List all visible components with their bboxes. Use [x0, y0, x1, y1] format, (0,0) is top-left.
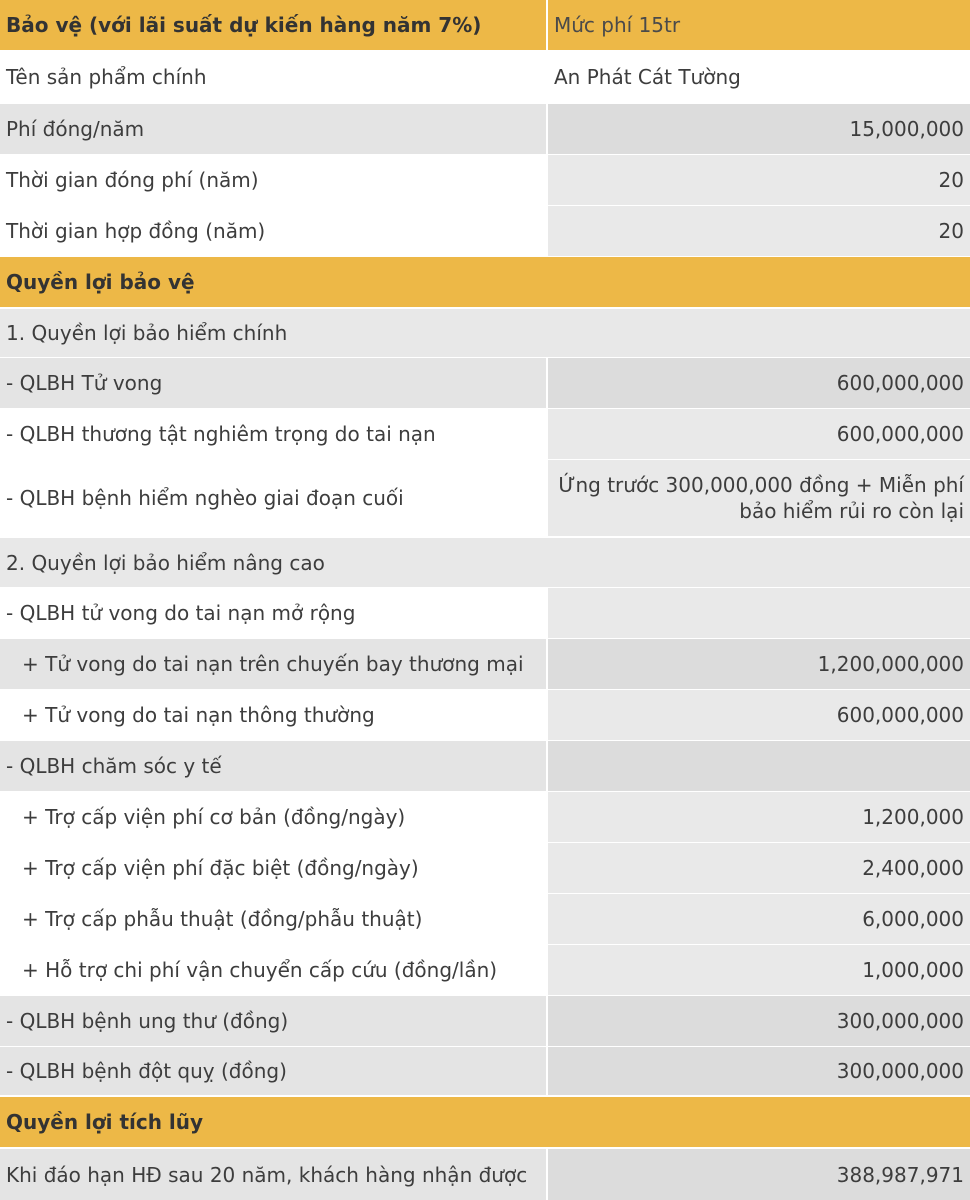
row-label: Khi đáo hạn HĐ sau 20 năm, khách hàng nhận được — [0, 1149, 546, 1200]
row-value: 20 — [548, 155, 970, 205]
table-header-row — [0, 0, 970, 50]
section-title: Quyền lợi bảo vệ — [0, 257, 970, 307]
table-row — [0, 741, 970, 791]
table-row — [0, 843, 970, 893]
table-row — [0, 639, 970, 689]
row-label: Thời gian đóng phí (năm) — [0, 155, 546, 205]
table-row — [0, 104, 970, 154]
product-row — [0, 52, 970, 102]
table-row — [0, 996, 970, 1046]
main-benefits-title: 1. Quyền lợi bảo hiểm chính — [0, 309, 970, 357]
row-label: - QLBH chăm sóc y tế — [0, 741, 546, 791]
row-value-line: Ứng trước 300,000,000 đồng + Miễn phí — [558, 473, 964, 497]
table-row — [0, 358, 970, 408]
row-label: + Trợ cấp viện phí đặc biệt (đồng/ngày) — [0, 843, 546, 893]
row-label: - QLBH bệnh đột quỵ (đồng) — [0, 1047, 546, 1095]
row-value — [548, 588, 970, 638]
table-row — [0, 155, 970, 205]
table-row — [0, 588, 970, 638]
row-label: + Tử vong do tai nạn thông thường — [0, 690, 546, 740]
section-accumulation-row — [0, 1097, 970, 1147]
table-row — [0, 945, 970, 995]
table-row — [0, 538, 970, 587]
row-label: Phí đóng/năm — [0, 104, 546, 154]
advanced-benefits-title: 2. Quyền lợi bảo hiểm nâng cao — [0, 538, 970, 587]
row-value: 600,000,000 — [548, 358, 970, 408]
row-label: - QLBH bệnh ung thư (đồng) — [0, 996, 546, 1046]
row-value: 2,400,000 — [548, 843, 970, 893]
row-value: 300,000,000 — [548, 996, 970, 1046]
table-row — [0, 792, 970, 842]
row-label: + Tử vong do tai nạn trên chuyến bay thương mại — [0, 639, 546, 689]
row-value: 1,200,000,000 — [548, 639, 970, 689]
header-value: Mức phí 15tr — [548, 0, 970, 50]
row-value — [548, 741, 970, 791]
row-label: - QLBH bệnh hiểm nghèo giai đoạn cuối — [0, 460, 546, 536]
row-value: 600,000,000 — [548, 409, 970, 459]
row-value: 1,200,000 — [548, 792, 970, 842]
row-label: - QLBH Tử vong — [0, 358, 546, 408]
row-value: 1,000,000 — [548, 945, 970, 995]
table-row — [0, 206, 970, 256]
row-value: 6,000,000 — [548, 894, 970, 944]
row-label: - QLBH tử vong do tai nạn mở rộng — [0, 588, 546, 638]
row-label: Thời gian hợp đồng (năm) — [0, 206, 546, 256]
row-label: + Hỗ trợ chi phí vận chuyển cấp cứu (đồng/lần) — [0, 945, 546, 995]
row-value: 388,987,971 — [548, 1149, 970, 1200]
product-value: An Phát Cát Tường — [548, 52, 970, 102]
row-label: - QLBH thương tật nghiêm trọng do tai nạn — [0, 409, 546, 459]
table-row — [0, 460, 970, 536]
row-value: 300,000,000 — [548, 1047, 970, 1095]
product-label: Tên sản phẩm chính — [0, 52, 546, 102]
section-title: Quyền lợi tích lũy — [0, 1097, 970, 1147]
section-protection-row — [0, 257, 970, 307]
row-value: 20 — [548, 206, 970, 256]
table-row — [0, 690, 970, 740]
row-value: 600,000,000 — [548, 690, 970, 740]
table-row — [0, 894, 970, 944]
row-value-line: bảo hiểm rủi ro còn lại — [739, 499, 964, 523]
table-row — [0, 1047, 970, 1095]
table-row — [0, 309, 970, 357]
header-label: Bảo vệ (với lãi suất dự kiến hàng năm 7%) — [0, 0, 546, 50]
table-row — [0, 1149, 970, 1200]
row-label: + Trợ cấp viện phí cơ bản (đồng/ngày) — [0, 792, 546, 842]
row-label: + Trợ cấp phẫu thuật (đồng/phẫu thuật) — [0, 894, 546, 944]
row-value — [548, 460, 970, 536]
table-row — [0, 409, 970, 459]
row-value: 15,000,000 — [548, 104, 970, 154]
